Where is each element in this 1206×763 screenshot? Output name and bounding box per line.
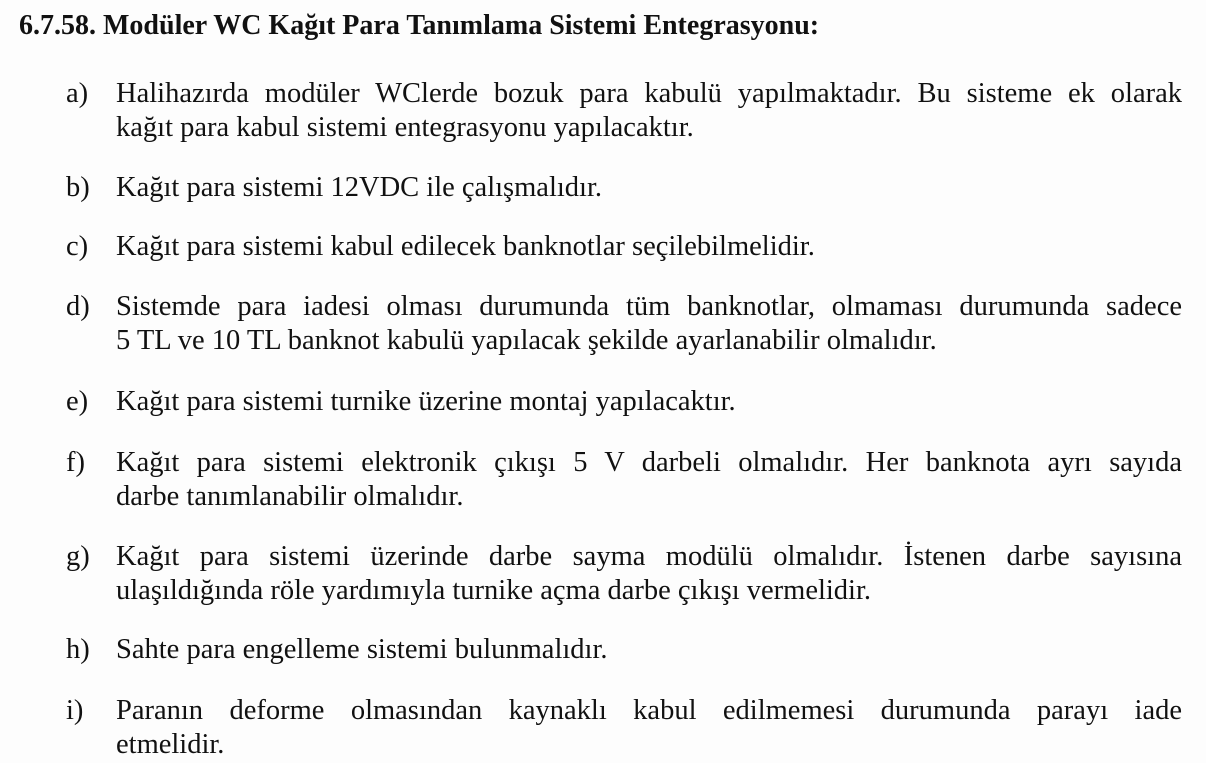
text-line: etmelidir.: [116, 729, 225, 760]
list-marker: f): [66, 447, 85, 478]
text-line: ulaşıldığında röle yardımıyla turnike açma darbe çıkışı vermelidir.: [116, 575, 872, 606]
list-marker: a): [66, 78, 89, 109]
list-item-text: [116, 446, 1182, 514]
text-line: Kağıt para sistemi 12VDC ile çalışmalıdır.: [116, 172, 602, 203]
text-line: Kağıt para sistemi kabul edilecek banknotlar seçilebilmelidir.: [116, 231, 815, 262]
list-marker: h): [66, 634, 90, 665]
list-marker: i): [66, 695, 84, 726]
list-marker: c): [66, 231, 89, 262]
text-line: kağıt para kabul sistemi entegrasyonu yapılacaktır.: [116, 112, 694, 143]
text-line: Kağıt para sistemi elektronik çıkışı 5 V darbeli olmalıdır. Her banknota ayrı sayıda: [116, 447, 1182, 478]
list-item-text: [116, 230, 1182, 264]
text-line: Halihazırda modüler WClerde bozuk para kabulü yapılmaktadır. Bu sisteme ek olarak: [116, 78, 1182, 109]
text-line: Sistemde para iadesi olması durumunda tüm banknotlar, olmaması durumunda sadece: [116, 291, 1182, 322]
section-heading: 6.7.58. Modüler WC Kağıt Para Tanımlama Sistemi Entegrasyonu:: [19, 10, 820, 41]
text-line: 5 TL ve 10 TL banknot kabulü yapılacak şekilde ayarlanabilir olmalıdır.: [116, 325, 937, 356]
list-item-text: [116, 385, 1182, 419]
text-line: darbe tanımlanabilir olmalıdır.: [116, 481, 464, 512]
list-item-text: [116, 77, 1182, 145]
text-line: Sahte para engelleme sistemi bulunmalıdır.: [116, 634, 608, 665]
list-item-text: [116, 694, 1182, 762]
text-line: Kağıt para sistemi turnike üzerine montaj yapılacaktır.: [116, 386, 736, 417]
list-item-text: [116, 171, 1182, 205]
text-line: Paranın deforme olmasından kaynaklı kabul edilmemesi durumunda parayı iade: [116, 695, 1182, 726]
list-marker: e): [66, 386, 89, 417]
list-item-text: [116, 540, 1182, 608]
list-marker: d): [66, 291, 90, 322]
list-item-text: [116, 633, 1182, 667]
list-item-text: [116, 290, 1182, 358]
list-marker: g): [66, 541, 90, 572]
text-line: Kağıt para sistemi üzerinde darbe sayma modülü olmalıdır. İstenen darbe sayısına: [116, 541, 1182, 572]
list-marker: b): [66, 172, 90, 203]
